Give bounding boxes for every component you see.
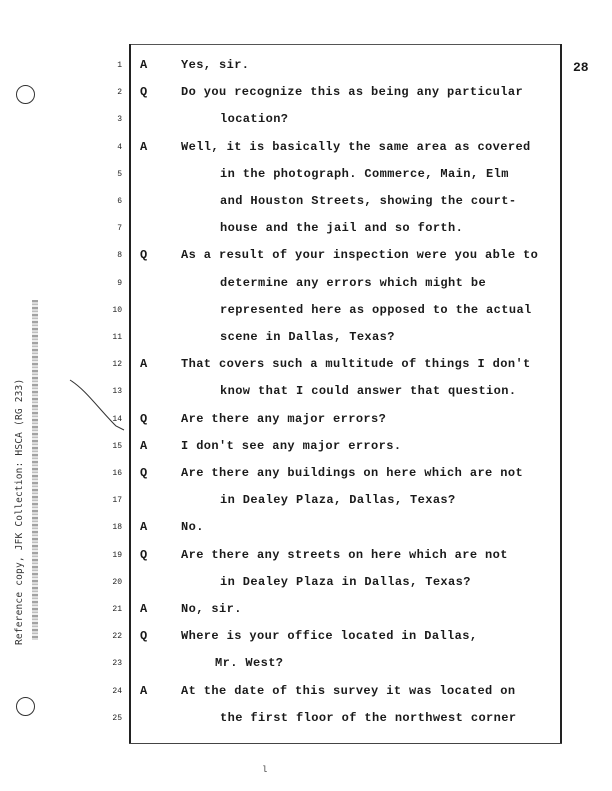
transcript-line [0,596,612,623]
transcript-line [0,542,612,569]
speaker-label: A [140,438,148,453]
line-text: determine any errors which might be [220,275,487,290]
line-text: Do you recognize this as being any particular [181,85,524,100]
transcript-line [0,678,612,705]
line-number: 14 [112,414,122,424]
line-text: the first floor of the northwest corner [220,710,517,725]
transcript-line [0,487,612,514]
transcript-line [0,297,612,324]
transcript-line [0,460,612,487]
transcript-line [0,406,612,433]
line-text: Yes, sir. [181,58,250,72]
transcript-line [0,106,612,133]
line-number: 11 [112,333,122,342]
transcript-line [0,378,612,405]
line-number: 16 [112,469,122,478]
line-number: 2 [117,88,122,98]
transcript-line [0,188,612,215]
line-text: know that I could answer that question. [220,384,517,399]
speaker-label: Q [140,466,148,480]
line-number: 21 [112,605,122,614]
line-text: scene in Dallas, Texas? [220,330,395,344]
line-number: 6 [117,197,122,206]
speaker-label: A [140,139,148,154]
line-text: in Dealey Plaza in Dallas, Texas? [220,574,471,589]
line-text: in the photograph. Commerce, Main, Elm [220,166,509,181]
transcript-line [0,650,612,677]
line-number: 24 [112,686,122,696]
speaker-label: Q [140,248,148,263]
line-number: 20 [112,577,122,587]
speaker-label: Q [140,411,148,426]
transcript-line [0,270,612,297]
line-text: represented here as opposed to the actual [220,302,532,317]
line-text: Are there any major errors? [181,411,387,426]
speaker-label: A [140,683,148,698]
line-text: I don't see any major errors. [181,438,402,453]
line-number: 18 [112,523,122,533]
page-number: 28 [573,60,589,75]
speaker-label: A [140,520,148,535]
line-number: 13 [112,387,122,397]
speaker-label: Q [140,629,148,644]
speaker-label: A [140,602,148,616]
transcript-line [0,433,612,460]
line-number: 12 [112,360,122,370]
speaker-label: A [140,357,148,372]
line-number: 22 [112,632,122,642]
line-text: At the date of this survey it was located on [181,683,516,698]
speaker-label: Q [140,85,148,100]
transcript-line [0,351,612,378]
line-number: 7 [117,224,122,234]
bottom-margin-rule [129,743,562,744]
line-text: No. [181,520,204,535]
transcript-line [0,569,612,596]
line-number: 10 [112,305,122,315]
line-number: 19 [112,550,122,560]
line-text: Well, it is basically the same area as covered [181,139,531,154]
line-number: 25 [112,713,122,723]
top-margin-rule [129,44,562,45]
line-number: 17 [112,496,122,506]
line-text: Where is your office located in Dallas, [181,629,478,644]
line-text: That covers such a multitude of things I don't [181,357,531,372]
archive-stamp-text: Reference copy, JFK Collection: HSCA (RG 233) [14,378,25,645]
line-number: 23 [112,659,122,669]
line-text: in Dealey Plaza, Dallas, Texas? [220,493,456,508]
line-number: 1 [117,61,122,70]
line-number: 3 [117,115,122,125]
line-text: No, sir. [181,602,242,616]
line-number: 8 [117,251,122,261]
transcript-line [0,52,612,79]
line-number: 15 [112,441,122,451]
transcript-line [0,215,612,242]
line-text: Are there any streets on here which are not [181,547,508,562]
line-number: 5 [117,169,122,179]
speaker-label: A [140,58,148,72]
line-text: and Houston Streets, showing the court- [220,194,517,208]
transcript-line [0,623,612,650]
line-text: As a result of your inspection were you able to [181,248,539,263]
line-number: 4 [117,142,122,152]
transcript-line [0,242,612,269]
transcript-line [0,79,612,106]
transcript-line [0,705,612,732]
transcript-line [0,161,612,188]
footer-mark: l [262,765,268,775]
transcript-line [0,134,612,161]
line-text: location? [220,112,289,127]
line-text: Mr. West? [215,656,284,671]
line-text: Are there any buildings on here which are not [181,466,524,480]
line-text: house and the jail and so forth. [220,221,464,236]
transcript-line [0,324,612,351]
speaker-label: Q [140,547,148,562]
transcript-line [0,514,612,541]
line-number: 9 [117,278,122,288]
